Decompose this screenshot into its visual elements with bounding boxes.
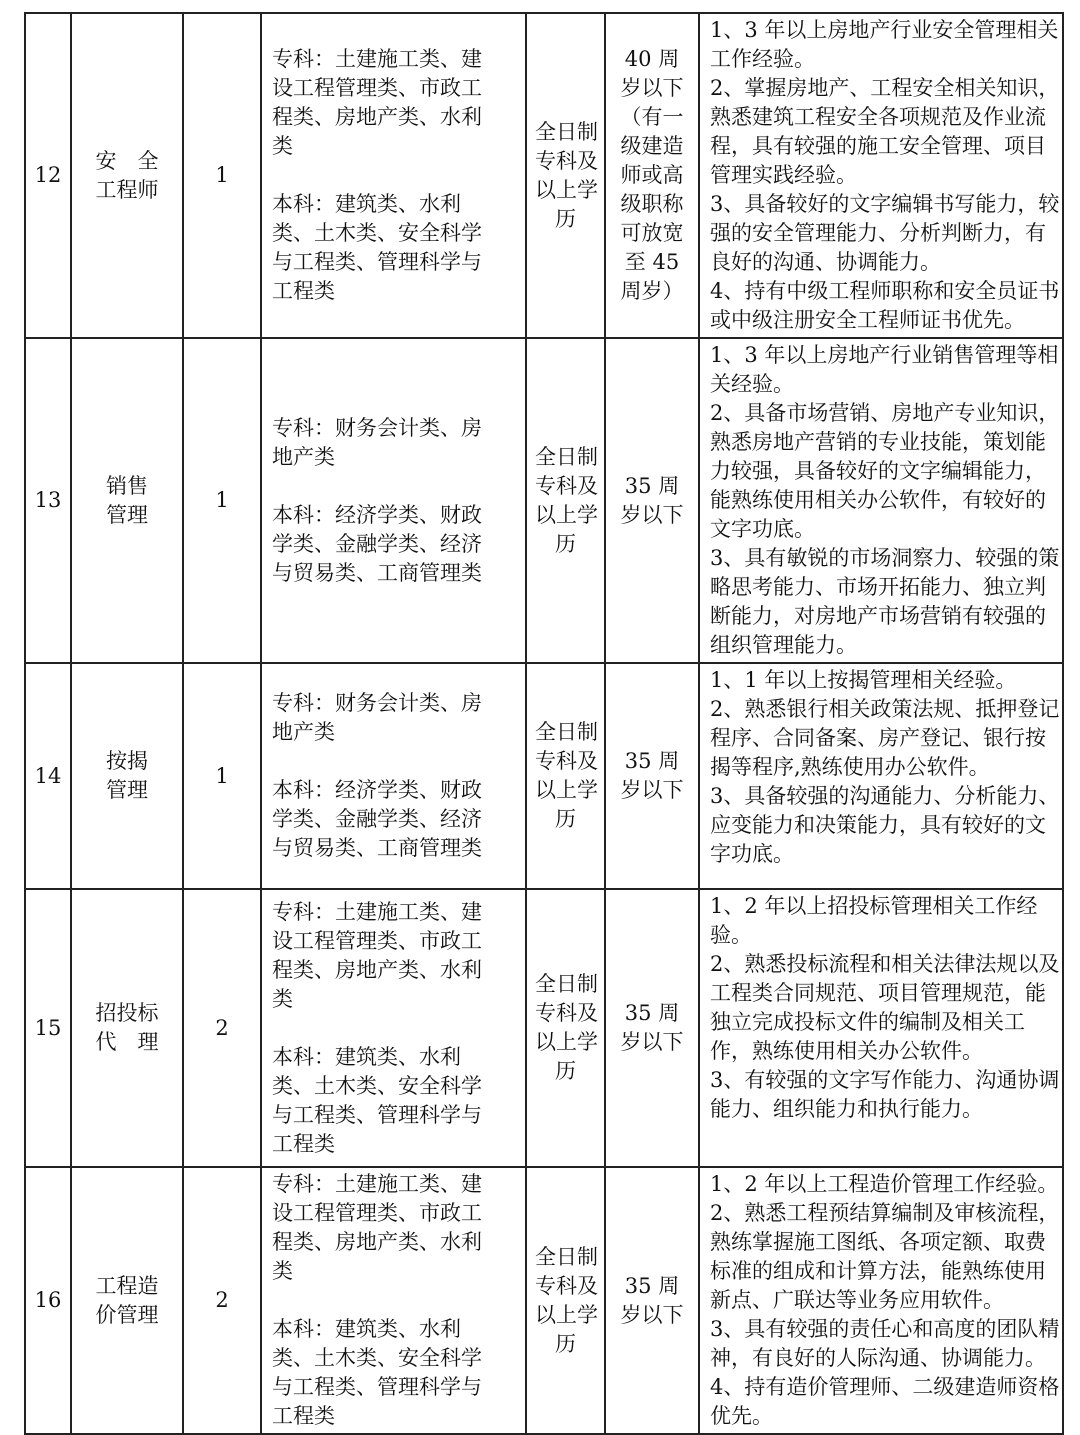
requirement-line: 能力、组织能力和执行能力。: [710, 1097, 983, 1121]
age-line: 35 周: [624, 1001, 680, 1025]
age-line: 40 周: [624, 47, 680, 71]
major-spacer: [272, 472, 519, 501]
requirement-line: 组织管理能力。: [710, 633, 857, 657]
major-bachelor-line: 工程类: [272, 1404, 335, 1428]
education-line: 历: [555, 807, 576, 831]
age-line: 可放宽: [620, 221, 684, 245]
major-junior-college-line: 专科：财务会计类、房: [272, 691, 482, 715]
table-row: [25, 663, 1063, 889]
age-line: 级建造: [620, 134, 684, 158]
requirement-line: 2、熟悉工程预结算编制及审核流程，: [710, 1201, 1060, 1225]
education-cell: [526, 1167, 605, 1434]
requirement-line: 独立完成投标文件的编制及相关工: [710, 1010, 1025, 1034]
position-title-cell: [71, 889, 183, 1167]
requirement-line: 3、有较强的文字写作能力、沟通协调: [710, 1068, 1060, 1092]
position-title-line: 销售: [106, 473, 148, 498]
major-bachelor-line: 本科：经济学类、财政: [272, 502, 482, 527]
major-junior-college-line: 地产类: [272, 720, 335, 744]
major-junior-college-line: 设工程管理类、市政工: [272, 928, 482, 953]
major-bachelor-line: 本科：建筑类、水利: [272, 192, 461, 216]
major-junior-college-line: 设工程管理类、市政工: [272, 76, 482, 100]
requirement-line: 略思考能力、市场开拓能力、独立判: [710, 575, 1046, 599]
major-junior-college-line: 地产类: [272, 444, 335, 469]
education-line: 以上学: [535, 778, 598, 802]
age-line: 35 周: [624, 1273, 680, 1298]
major-bachelor-line: 本科：建筑类、水利: [272, 1044, 461, 1069]
job-requirements-table: [24, 12, 1064, 1435]
major-bachelor-line: 与工程类、管理科学与: [272, 1375, 482, 1399]
requirement-line: 工程类合同规范、项目管理规范，能: [710, 981, 1046, 1005]
headcount-cell: 1: [183, 663, 261, 889]
position-title-line: 工程师: [95, 177, 159, 202]
education-line: 专科及: [535, 148, 598, 173]
headcount-cell: 2: [183, 889, 261, 1167]
major-junior-college-line: 设工程管理类、市政工: [272, 1201, 482, 1225]
major-cell: [261, 1167, 526, 1434]
requirement-line: 2、掌握房地产、工程安全相关知识，: [710, 76, 1060, 100]
major-junior-college-line: 专科：土建施工类、建: [272, 1172, 482, 1196]
education-line: 专科及: [535, 473, 598, 498]
requirement-line: 程，具有较强的施工安全管理、项目: [710, 134, 1046, 158]
position-title: [106, 472, 148, 530]
position-title-cell: [71, 13, 183, 338]
table-row: [25, 1167, 1063, 1434]
headcount-cell: 2: [183, 1167, 261, 1434]
age-line: 至 45: [624, 250, 680, 274]
requirement-line: 1、2 年以上工程造价管理工作经验。: [710, 1172, 1059, 1196]
requirement-line: 3、具备较好的文字编辑书写能力，较: [710, 192, 1060, 216]
major-junior-college-line: 专科：土建施工类、建: [272, 47, 482, 71]
major-bachelor-line: 类、土木类、安全科学: [272, 1073, 482, 1098]
major-junior-college-line: 专科：土建施工类、建: [272, 899, 482, 924]
major-junior-college-line: 类: [272, 986, 293, 1011]
major-junior-college-line: 专科：财务会计类、房: [272, 415, 482, 440]
major-bachelor-line: 本科：建筑类、水利: [272, 1317, 461, 1341]
position-title-line: 管理: [106, 778, 148, 802]
education-line: 专科及: [535, 1273, 598, 1298]
table-row: [25, 13, 1063, 338]
requirement-line: 或中级注册安全工程师证书优先。: [710, 308, 1025, 332]
education-line: 历: [555, 531, 576, 556]
requirement-line: 工作经验。: [710, 47, 815, 71]
age-cell: [605, 338, 699, 663]
age-cell: [605, 889, 699, 1167]
requirements-cell: [699, 1167, 1063, 1434]
major-bachelor-line: 与贸易类、工商管理类: [272, 560, 482, 585]
major-spacer: [272, 161, 519, 190]
requirement-line: 2、熟悉投标流程和相关法律法规以及: [710, 952, 1060, 976]
row-number-cell: 16: [25, 1167, 71, 1434]
education-line: 以上学: [535, 502, 598, 527]
education-cell: [526, 13, 605, 338]
requirement-line: 揭等程序,熟练使用办公软件。: [710, 755, 990, 779]
row-number-cell: 15: [25, 889, 71, 1167]
requirements-cell: [699, 889, 1063, 1167]
education-line: 全日制: [535, 1244, 598, 1269]
major-junior-college-line: 程类、房地产类、水利: [272, 957, 482, 982]
major-spacer: [272, 1286, 519, 1315]
major-junior-college-line: 类: [272, 1259, 293, 1283]
requirement-line: 字功底。: [710, 842, 794, 866]
requirement-line: 4、持有中级工程师职称和安全员证书: [710, 279, 1060, 303]
age-line: 35 周: [624, 473, 680, 498]
education-line: 以上学: [535, 1030, 598, 1054]
age-line: 级职称: [620, 192, 684, 216]
major-bachelor-line: 与工程类、管理科学与: [272, 250, 482, 274]
education-cell: [526, 338, 605, 663]
age-line: 岁以下: [620, 778, 684, 802]
requirement-line: 优先。: [710, 1404, 773, 1428]
education-line: 以上学: [535, 177, 598, 202]
requirements-cell: [699, 663, 1063, 889]
requirement-line: 标准的组成和计算方法，能熟练使用: [710, 1259, 1046, 1283]
major-bachelor-line: 本科：经济学类、财政: [272, 778, 482, 802]
requirement-line: 熟练掌握施工图纸、各项定额、取费: [710, 1230, 1046, 1254]
requirement-line: 良好的沟通、协调能力。: [710, 250, 941, 274]
age-line: 岁以下: [620, 76, 684, 100]
requirement-line: 关经验。: [710, 372, 794, 396]
requirement-line: 神，有良好的人际沟通、协调能力。: [710, 1346, 1046, 1370]
position-title: [96, 147, 159, 205]
education-line: 历: [555, 206, 576, 231]
position-title: [96, 1272, 159, 1330]
requirement-line: 新点、广联达等业务应用软件。: [710, 1288, 1004, 1312]
education-line: 历: [555, 1059, 576, 1083]
position-title-cell: [71, 1167, 183, 1434]
major-bachelor-line: 类、土木类、安全科学: [272, 221, 482, 245]
education-line: 以上学: [535, 1302, 598, 1327]
education-line: 专科及: [535, 1001, 598, 1025]
requirement-line: 1、3 年以上房地产行业安全管理相关: [710, 18, 1059, 42]
position-title-line: 安 全: [95, 148, 159, 173]
major-junior-college-line: 类: [272, 134, 293, 158]
requirement-line: 4、持有造价管理师、二级建造师资格: [710, 1375, 1060, 1399]
requirement-line: 3、具有敏锐的市场洞察力、较强的策: [710, 546, 1060, 570]
education-cell: [526, 663, 605, 889]
major-spacer: [272, 747, 519, 776]
requirement-line: 2、熟悉银行相关政策法规、抵押登记: [710, 697, 1060, 721]
position-title-line: 招投标: [95, 1001, 159, 1025]
position-title-line: 价管理: [95, 1302, 159, 1327]
major-junior-college-line: 程类、房地产类、水利: [272, 105, 482, 129]
major-bachelor-line: 类、土木类、安全科学: [272, 1346, 482, 1370]
major-junior-college-line: 程类、房地产类、水利: [272, 1230, 482, 1254]
position-title-line: 代 理: [95, 1030, 159, 1054]
education-line: 历: [555, 1331, 576, 1356]
major-spacer: [272, 1014, 519, 1043]
headcount-cell: 1: [183, 338, 261, 663]
position-title: [106, 747, 148, 805]
age-line: 周岁）: [620, 279, 684, 303]
education-line: 全日制: [535, 119, 598, 144]
headcount-cell: 1: [183, 13, 261, 338]
requirement-line: 1、1 年以上按揭管理相关经验。: [710, 668, 1017, 692]
requirement-line: 文字功底。: [710, 517, 815, 541]
requirements-cell: [699, 338, 1063, 663]
major-bachelor-line: 与工程类、管理科学与: [272, 1102, 482, 1127]
requirement-line: 熟悉建筑工程安全各项规范及作业流: [710, 105, 1046, 129]
age-line: 岁以下: [620, 1030, 684, 1054]
table-row: [25, 338, 1063, 663]
education-line: 专科及: [535, 749, 598, 773]
age-line: 35 周: [624, 749, 680, 773]
position-title: [96, 999, 159, 1057]
requirement-line: 1、3 年以上房地产行业销售管理等相: [710, 343, 1059, 367]
major-bachelor-line: 工程类: [272, 279, 335, 303]
row-number-cell: 12: [25, 13, 71, 338]
requirement-line: 验。: [710, 923, 752, 947]
requirements-cell: [699, 13, 1063, 338]
age-cell: [605, 1167, 699, 1434]
position-title-line: 按揭: [106, 749, 148, 773]
age-cell: [605, 13, 699, 338]
major-cell: [261, 663, 526, 889]
major-bachelor-line: 学类、金融学类、经济: [272, 531, 482, 556]
position-title-cell: [71, 663, 183, 889]
requirement-line: 应变能力和决策能力，具有较好的文: [710, 813, 1046, 837]
requirement-line: 3、具有较强的责任心和高度的团队精: [710, 1317, 1060, 1341]
major-cell: [261, 13, 526, 338]
requirement-line: 力较强，具备较好的文字编辑能力，: [710, 459, 1046, 483]
position-title-cell: [71, 338, 183, 663]
requirement-line: 3、具备较强的沟通能力、分析能力、: [710, 784, 1060, 808]
age-line: （有一: [620, 105, 684, 129]
education-line: 全日制: [535, 720, 598, 744]
age-line: 岁以下: [620, 1302, 684, 1327]
education-cell: [526, 889, 605, 1167]
requirement-line: 作，熟练使用相关办公软件。: [710, 1039, 983, 1063]
row-number-cell: 13: [25, 338, 71, 663]
table-body: [25, 13, 1063, 1434]
row-number-cell: 14: [25, 663, 71, 889]
age-cell: [605, 663, 699, 889]
age-line: 师或高: [620, 163, 684, 187]
major-cell: [261, 338, 526, 663]
age-line: 岁以下: [620, 502, 684, 527]
major-bachelor-line: 工程类: [272, 1131, 335, 1156]
requirement-line: 强的安全管理能力、分析判断力，有: [710, 221, 1046, 245]
requirement-line: 断能力，对房地产市场营销有较强的: [710, 604, 1046, 628]
requirement-line: 管理实践经验。: [710, 163, 857, 187]
education-line: 全日制: [535, 972, 598, 996]
major-bachelor-line: 与贸易类、工商管理类: [272, 836, 482, 860]
major-cell: [261, 889, 526, 1167]
major-bachelor-line: 学类、金融学类、经济: [272, 807, 482, 831]
table-row: [25, 889, 1063, 1167]
requirement-line: 1、2 年以上招投标管理相关工作经: [710, 894, 1038, 918]
position-title-line: 管理: [106, 502, 148, 527]
position-title-line: 工程造: [95, 1273, 159, 1298]
requirement-line: 能熟练使用相关办公软件，有较好的: [710, 488, 1046, 512]
requirement-line: 程序、合同备案、房产登记、银行按: [710, 726, 1046, 750]
requirement-line: 2、具备市场营销、房地产专业知识，: [710, 401, 1060, 425]
requirement-line: 熟悉房地产营销的专业技能，策划能: [710, 430, 1046, 454]
education-line: 全日制: [535, 444, 598, 469]
